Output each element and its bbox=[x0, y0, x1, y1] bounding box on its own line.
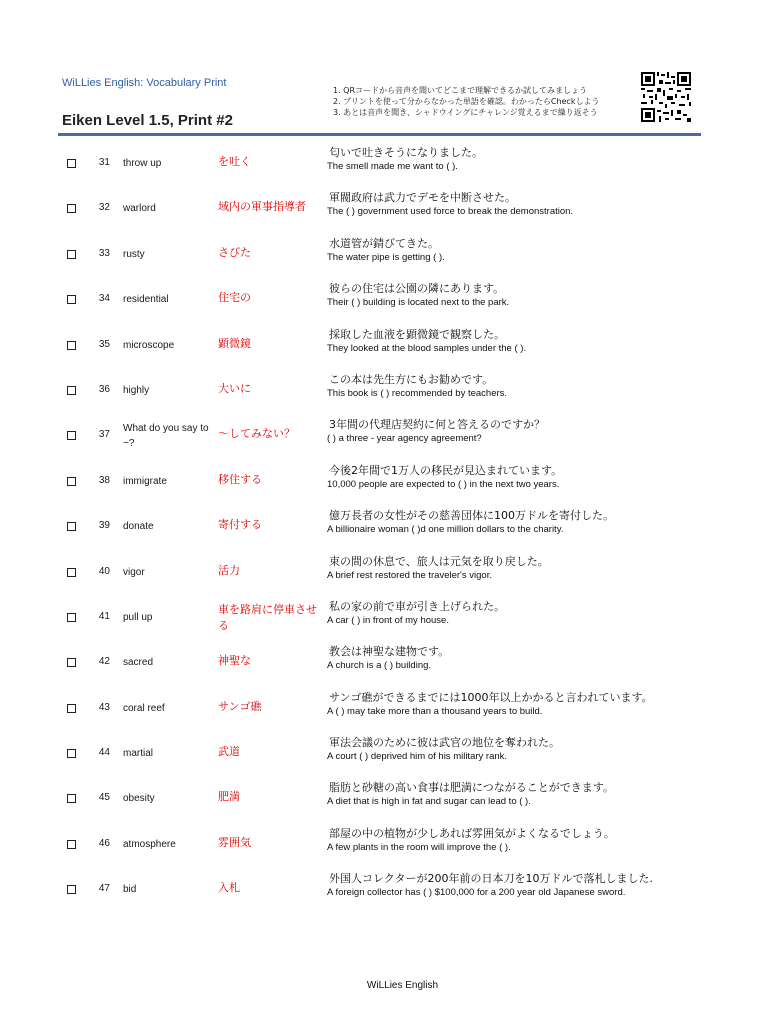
example-sentence-jp: 軍法会議のために彼は武官の地位を奪われた。 bbox=[329, 736, 560, 750]
example-sentence-jp: 今後2年間で1万人の移民が見込まれています。 bbox=[329, 463, 563, 477]
japanese-meaning: 移住する bbox=[218, 472, 262, 486]
vocab-word: pull up bbox=[123, 611, 153, 623]
vocab-word: microscope bbox=[123, 339, 175, 351]
example-sentence-jp: 水道管が錆びてきた。 bbox=[329, 236, 439, 250]
item-number: 36 bbox=[98, 383, 110, 395]
example-sentence-en: ( ) a three - year agency agreement? bbox=[327, 433, 482, 445]
check-box[interactable] bbox=[67, 522, 76, 531]
example-sentence-jp: 外国人コレクターが200年前の日本刀を10万ドルで落札しました. bbox=[329, 872, 654, 886]
check-box[interactable] bbox=[67, 159, 76, 168]
vocab-row bbox=[0, 458, 768, 503]
japanese-meaning: 寄付する bbox=[218, 518, 262, 532]
vocab-row bbox=[0, 821, 768, 866]
check-box[interactable] bbox=[67, 204, 76, 213]
check-box[interactable] bbox=[67, 341, 76, 350]
example-sentence-jp: 教会は神聖な建物です。 bbox=[329, 645, 450, 659]
instruction-line: 3. あとは音声を聞き、シャドウイングにチャレンジ覚えるまで繰り返そう bbox=[333, 108, 598, 117]
vocab-row bbox=[0, 276, 768, 321]
example-sentence-jp: 部屋の中の植物が少しあれば雰囲気がよくなるでしょう。 bbox=[329, 826, 615, 840]
example-sentence-en: A diet that is high in fat and sugar can lead to ( ). bbox=[327, 796, 531, 808]
item-number: 33 bbox=[98, 247, 110, 259]
footer-label: WiLLies English bbox=[366, 980, 439, 991]
vocab-row bbox=[0, 367, 768, 412]
example-sentence-jp: 3年間の代理店契約に何と答えるのですか？ bbox=[329, 418, 545, 432]
japanese-meaning: サンゴ礁 bbox=[218, 699, 262, 713]
example-sentence-jp: 億万長者の女性がその慈善団体に100万ドルを寄付した。 bbox=[329, 509, 614, 523]
japanese-meaning: 肥満 bbox=[218, 790, 240, 804]
check-box[interactable] bbox=[67, 749, 76, 758]
item-number: 46 bbox=[98, 837, 110, 849]
vocab-row bbox=[0, 503, 768, 548]
item-number: 40 bbox=[98, 565, 110, 577]
japanese-meaning: を吐く bbox=[218, 155, 251, 168]
check-box[interactable] bbox=[67, 794, 76, 803]
vocab-row bbox=[0, 730, 768, 775]
check-box[interactable] bbox=[67, 704, 76, 713]
vocabulary-list bbox=[0, 140, 768, 912]
check-box[interactable] bbox=[67, 840, 76, 849]
check-box[interactable] bbox=[67, 431, 76, 440]
example-sentence-jp: 彼らの住宅は公園の隣にあります。 bbox=[329, 282, 505, 296]
example-sentence-en: A car ( ) in front of my house. bbox=[327, 614, 449, 626]
example-sentence-jp: この本は先生方にもお勧めです。 bbox=[329, 372, 494, 386]
item-number: 37 bbox=[98, 429, 110, 441]
vocab-word: highly bbox=[123, 384, 150, 396]
example-sentence-jp: 脂肪と砂糖の高い食事は肥満につながることができます。 bbox=[329, 781, 614, 795]
japanese-meaning: 車を路肩に停車させる bbox=[218, 602, 317, 632]
vocab-word: immigrate bbox=[123, 475, 167, 487]
check-box[interactable] bbox=[67, 568, 76, 577]
example-sentence-jp: 匂いで吐きそうになりました。 bbox=[329, 146, 483, 159]
page-title: Eiken Level 1.5, Print #2 bbox=[62, 112, 233, 129]
item-number: 44 bbox=[98, 747, 110, 759]
instruction-line: 1. QRコードから音声を聞いてどこまで理解できるか試してみましょう bbox=[333, 86, 588, 95]
japanese-meaning: 武道 bbox=[218, 745, 240, 759]
vocab-row bbox=[0, 639, 768, 684]
brand-label: WiLLies English: Vocabulary Print bbox=[62, 77, 227, 89]
header-divider bbox=[58, 133, 701, 136]
instructions bbox=[333, 85, 633, 118]
example-sentence-en: A brief rest restored the traveler's vigor. bbox=[327, 569, 492, 581]
vocab-word: donate bbox=[123, 521, 154, 533]
example-sentence-en: They looked at the blood samples under the ( ). bbox=[327, 342, 527, 354]
check-box[interactable] bbox=[67, 658, 76, 667]
item-number: 43 bbox=[98, 701, 110, 713]
japanese-meaning: さびた bbox=[218, 245, 251, 259]
vocab-word: obesity bbox=[123, 793, 155, 805]
vocab-word: coral reef bbox=[123, 702, 165, 714]
vocab-word: throw up bbox=[123, 158, 162, 169]
check-box[interactable] bbox=[67, 250, 76, 259]
check-box[interactable] bbox=[67, 295, 76, 304]
japanese-meaning: 域内の軍事指導者 bbox=[218, 200, 306, 214]
item-number: 35 bbox=[98, 338, 110, 350]
japanese-meaning: 住宅の bbox=[218, 291, 251, 305]
japanese-meaning: 雰囲気 bbox=[218, 835, 251, 849]
item-number: 42 bbox=[98, 656, 110, 668]
japanese-meaning: 神聖な bbox=[218, 654, 251, 668]
example-sentence-en: This book is ( ) recommended by teachers. bbox=[327, 387, 508, 399]
item-number: 47 bbox=[98, 883, 110, 895]
example-sentence-en: A church is a ( ) building. bbox=[327, 660, 432, 672]
check-box[interactable] bbox=[67, 477, 76, 486]
japanese-meaning: 顕微鏡 bbox=[218, 336, 251, 350]
japanese-meaning: 大いに bbox=[218, 381, 251, 395]
item-number: 31 bbox=[98, 157, 110, 168]
vocab-row bbox=[0, 549, 768, 594]
example-sentence-en: 10,000 people are expected to ( ) in the next two years. bbox=[327, 478, 560, 490]
example-sentence-jp: 私の家の前で車が引き上げられた。 bbox=[329, 599, 505, 613]
vocab-word: atmosphere bbox=[123, 838, 176, 850]
vocab-word: bid bbox=[123, 884, 137, 896]
check-box[interactable] bbox=[67, 386, 76, 395]
example-sentence-jp: 束の間の休息で、旅人は元気を取り戻した。 bbox=[329, 554, 549, 568]
japanese-meaning: ～してみない？ bbox=[218, 427, 295, 441]
japanese-meaning: 活力 bbox=[218, 563, 240, 577]
vocab-row bbox=[0, 185, 768, 230]
example-sentence-en: The ( ) government used force to break the demonstration. bbox=[327, 206, 574, 218]
vocab-row bbox=[0, 231, 768, 276]
example-sentence-en: Their ( ) building is located next to the park. bbox=[327, 297, 510, 309]
japanese-meaning: 入札 bbox=[218, 881, 240, 895]
example-sentence-en: The smell made me want to ( ). bbox=[327, 161, 458, 172]
example-sentence-en: A foreign collector has ( ) $100,000 for a 200 year old Japanese sword. bbox=[327, 887, 626, 899]
vocab-word: What do you say to ~? bbox=[123, 423, 209, 450]
item-number: 45 bbox=[98, 792, 110, 804]
example-sentence-jp: 軍閥政府は武力でデモを中断させた。 bbox=[329, 191, 516, 205]
item-number: 39 bbox=[98, 520, 110, 532]
vocab-row bbox=[0, 775, 768, 820]
example-sentence-jp: 採取した血液を顕微鏡で観察した。 bbox=[329, 327, 505, 341]
vocab-row bbox=[0, 594, 768, 639]
instruction-line: 2. プリントを使って分からなかった単語を確認。わかったらCheckしよう bbox=[333, 97, 600, 106]
vocab-row bbox=[0, 685, 768, 730]
item-number: 32 bbox=[98, 202, 110, 214]
check-box[interactable] bbox=[67, 885, 76, 894]
item-number: 34 bbox=[98, 293, 110, 305]
item-number: 38 bbox=[98, 474, 110, 486]
vocab-row bbox=[0, 140, 768, 185]
example-sentence-en: A billionaire woman ( )d one million dollars to the charity. bbox=[327, 524, 564, 536]
example-sentence-jp: サンゴ礁ができるまでには1000年以上かかると言われています。 bbox=[329, 690, 653, 704]
example-sentence-en: A ( ) may take more than a thousand years to build. bbox=[327, 705, 543, 717]
example-sentence-en: A few plants in the room will improve the ( ). bbox=[327, 841, 511, 853]
vocab-word: rusty bbox=[123, 248, 145, 260]
vocab-row bbox=[0, 322, 768, 367]
vocab-word: residential bbox=[123, 294, 169, 306]
vocab-word: martial bbox=[123, 748, 154, 760]
vocab-row bbox=[0, 412, 768, 457]
item-number: 41 bbox=[98, 610, 110, 622]
vocab-word: vigor bbox=[123, 566, 145, 578]
vocab-row bbox=[0, 866, 768, 911]
qr-code-icon bbox=[641, 72, 691, 122]
example-sentence-en: A court ( ) deprived him of his military rank. bbox=[327, 751, 508, 763]
vocab-word: sacred bbox=[123, 657, 154, 669]
check-box[interactable] bbox=[67, 613, 76, 622]
vocab-word: warlord bbox=[123, 203, 156, 215]
example-sentence-en: The water pipe is getting ( ). bbox=[327, 251, 445, 263]
